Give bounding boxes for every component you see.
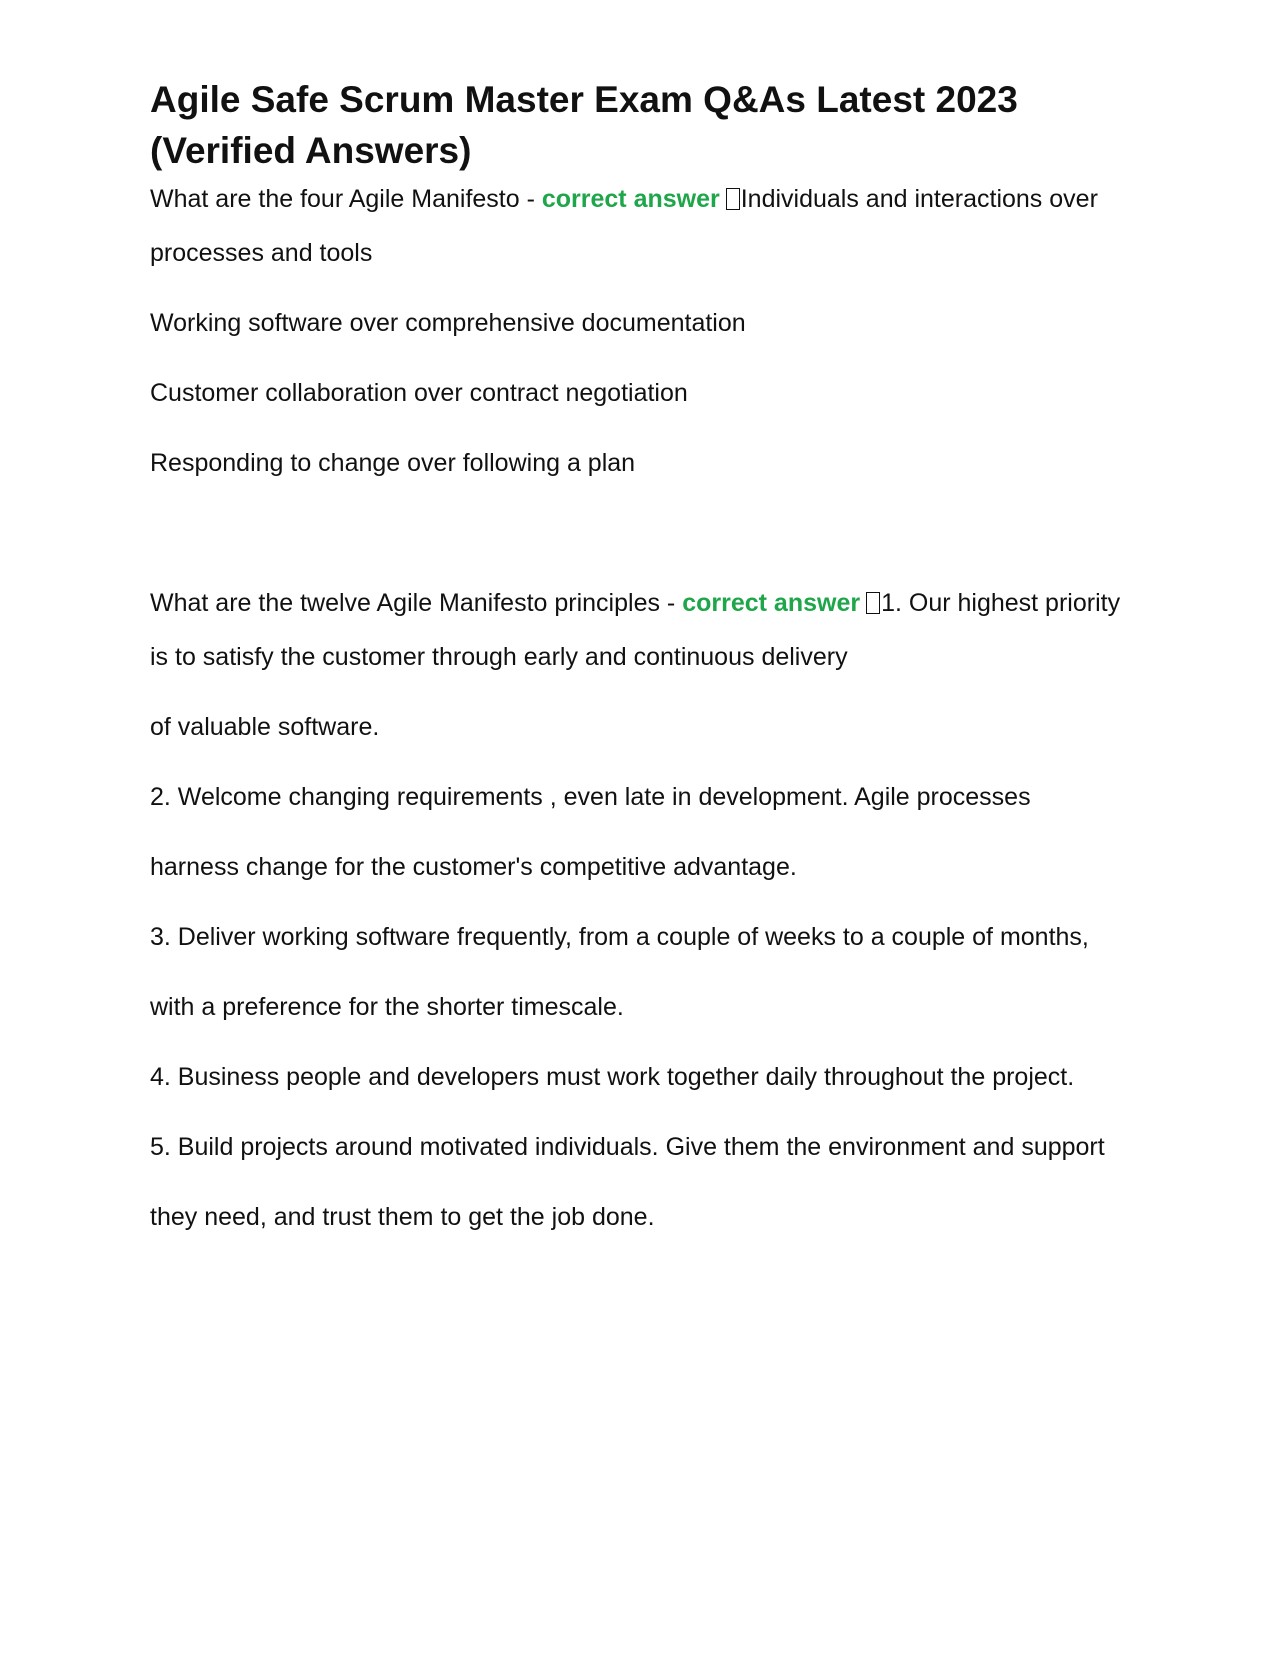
answer-2-line: with a preference for the shorter timescale. xyxy=(150,993,624,1021)
blank-space xyxy=(150,506,1130,576)
missing-glyph-icon xyxy=(866,592,880,614)
answer-2-line: 2. Welcome changing requirements , even late in development. Agile processes xyxy=(150,783,1031,811)
answer-1-line: Responding to change over following a plan xyxy=(150,449,636,477)
answer-2-line: harness change for the customer's competitive advantage. xyxy=(150,853,797,881)
missing-glyph-icon xyxy=(726,188,740,210)
answer-2-line: 4. Business people and developers must work together daily throughout the project. xyxy=(150,1063,1075,1091)
question-1-text: What are the four Agile Manifesto - xyxy=(150,185,542,213)
answer-2-line: they need, and trust them to get the job done. xyxy=(150,1203,655,1231)
answer-2-line: of valuable software. xyxy=(150,713,380,741)
document-title xyxy=(150,74,1130,176)
correct-answer-label: correct answer xyxy=(682,589,861,617)
answer-2-line: 3. Deliver working software frequently, from a couple of weeks to a couple of months, xyxy=(150,923,1089,951)
answer-2-start: 1. Our highest priority is to satisfy the customer through early and continuous delivery xyxy=(150,589,1121,671)
question-2-text: What are the twelve Agile Manifesto principles - xyxy=(150,589,683,617)
answer-2-line: 5. Build projects around motivated individuals. Give them the environment and support xyxy=(150,1133,1105,1161)
question-2 xyxy=(150,576,1130,684)
title-line-1: Agile Safe Scrum Master Exam Q&As Latest 2023 xyxy=(150,79,1018,120)
correct-answer-label: correct answer xyxy=(541,185,720,213)
question-1 xyxy=(150,172,1130,280)
answer-1-line: Working software over comprehensive documentation xyxy=(150,309,746,337)
answer-1-line: Customer collaboration over contract negotiation xyxy=(150,379,688,407)
answer-1-start: Individuals and interactions over processes and tools xyxy=(150,185,1098,267)
document-page xyxy=(150,74,1130,1260)
title-line-2: (Verified Answers) xyxy=(150,130,472,171)
